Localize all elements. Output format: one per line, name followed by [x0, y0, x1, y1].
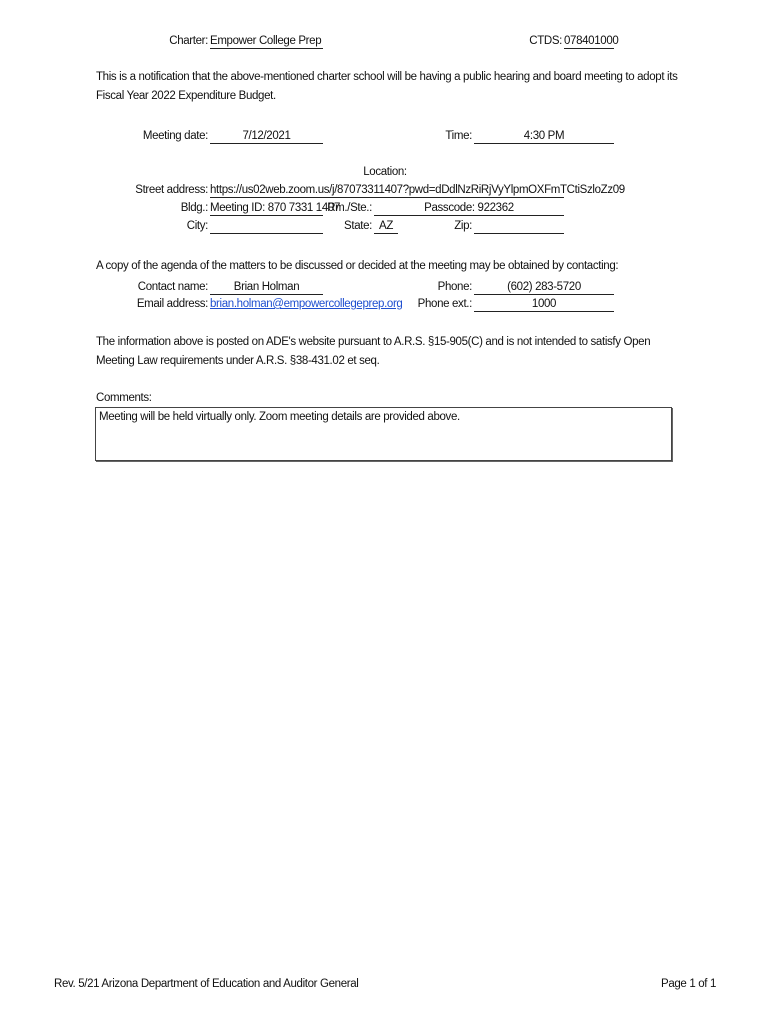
bldg-field[interactable]: Meeting ID: 870 7331 1407 — [210, 202, 340, 214]
charter-field[interactable]: Empower College Prep — [210, 35, 322, 47]
notification-text: This is a notification that the above-mentioned charter school will be having a public hearing and board meeting to adopt its Fiscal Year 2022 Expenditure Budget. — [96, 71, 678, 102]
city-label: City: — [186, 220, 208, 232]
time-label: Time: — [445, 130, 472, 142]
comments-label: Comments: — [96, 392, 152, 404]
ctds-label: CTDS: — [529, 35, 562, 47]
comments-box[interactable] — [95, 407, 672, 461]
agenda-text: A copy of the agenda of the matters to be discussed or decided at the meeting may be obtained by contacting: — [96, 260, 619, 272]
comments-text: Meeting will be held virtually only. Zoom meeting details are provided above. — [99, 411, 460, 423]
contact-name-label: Contact name: — [137, 281, 208, 293]
ctds-field[interactable]: 078401000 — [564, 35, 619, 47]
phone-field[interactable]: (602) 283-5720 — [474, 280, 614, 295]
state-field[interactable]: AZ — [374, 219, 398, 234]
time-field[interactable]: 4:30 PM — [474, 129, 614, 144]
zip-field[interactable] — [474, 219, 564, 234]
street-address-field[interactable]: https://us02web.zoom.us/j/87073311407?pwd=dDdlNzRiRjVyYlpmOXFmTCtiSzloZz09 — [210, 184, 625, 196]
footer-page-number: Page 1 of 1 — [661, 978, 716, 990]
phone-ext-field[interactable]: 1000 — [474, 297, 614, 312]
footer-revision: Rev. 5/21 Arizona Department of Education and Auditor General — [54, 978, 359, 990]
email-link[interactable]: brian.holman@empowercollegeprep.org — [210, 298, 403, 310]
meeting-date-label: Meeting date: — [142, 130, 208, 142]
bldg-label: Bldg.: — [180, 202, 208, 214]
contact-name-field[interactable]: Brian Holman — [210, 280, 323, 295]
rm-ste-label: Rm./Ste.: — [327, 202, 372, 214]
charter-label: Charter: — [169, 35, 208, 47]
state-label: State: — [344, 220, 372, 232]
zip-label: Zip: — [454, 220, 472, 232]
location-heading: Location: — [363, 166, 407, 178]
phone-label: Phone: — [437, 281, 472, 293]
street-address-label: Street address: — [135, 184, 208, 196]
rm-ste-field[interactable]: Passcode: 922362 — [374, 201, 564, 216]
phone-ext-label: Phone ext.: — [417, 298, 472, 310]
disclaimer-text: The information above is posted on ADE's website pursuant to A.R.S. §15-905(C) and is not intended to satisfy Open Meeting Law requirements under A.R.S. §38-431.02 et seq. — [96, 336, 651, 367]
meeting-date-field[interactable]: 7/12/2021 — [210, 129, 323, 144]
city-field[interactable] — [210, 219, 323, 234]
email-label: Email address: — [136, 298, 208, 310]
